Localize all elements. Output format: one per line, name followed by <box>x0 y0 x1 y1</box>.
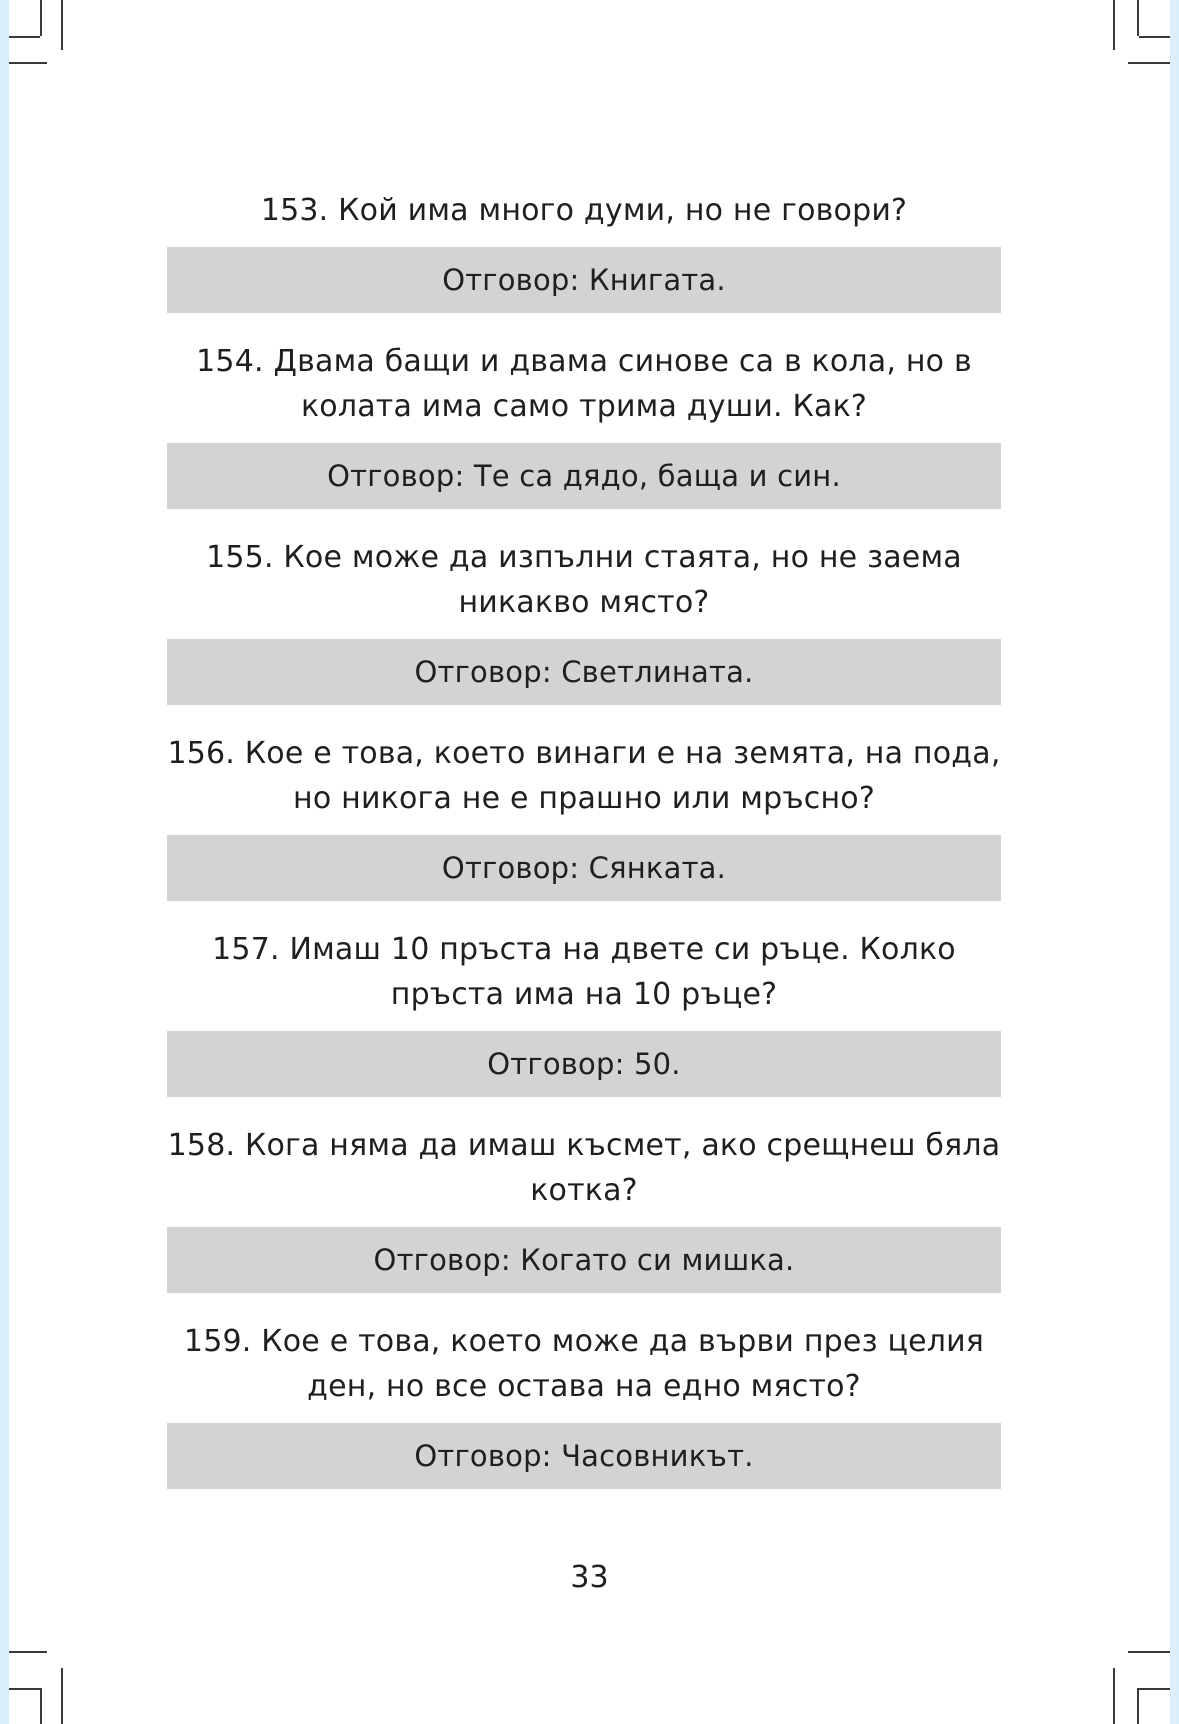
riddle-item <box>167 535 1001 705</box>
riddle-question: 159. Кое е това, което може да върви през целия ден, но все остава на едно място? <box>183 1324 985 1404</box>
crop-mark <box>1128 62 1170 64</box>
crop-mark <box>9 62 47 64</box>
riddle-question: 154. Двама бащи и двама синове са в кола, но в колата има само трима души. Как? <box>196 344 972 424</box>
riddle-answer: Отговор: Когато си мишка. <box>167 1227 1001 1293</box>
crop-mark <box>1137 1688 1139 1724</box>
crop-mark <box>9 1688 40 1690</box>
riddle-item <box>167 927 1001 1097</box>
crop-mark <box>1139 1688 1170 1690</box>
crop-mark <box>40 0 42 36</box>
riddle-answer: Отговор: Сянката. <box>167 835 1001 901</box>
page-number: 33 <box>570 1560 609 1595</box>
crop-mark <box>1113 0 1115 50</box>
riddle-item <box>167 188 1001 313</box>
riddle-question: 155. Кое може да изпълни стаята, но не заема никакво място? <box>206 540 962 620</box>
crop-mark <box>9 36 40 38</box>
riddle-item <box>167 1123 1001 1293</box>
crop-mark <box>1139 36 1170 38</box>
riddle-list <box>167 188 1001 1515</box>
crop-mark <box>1128 1651 1170 1653</box>
riddle-answer: Отговор: 50. <box>167 1031 1001 1097</box>
riddle-answer: Отговор: Книгата. <box>167 247 1001 313</box>
riddle-question: 157. Имаш 10 пръста на двете си ръце. Колко пръста има на 10 ръце? <box>212 932 956 1012</box>
crop-mark <box>40 1688 42 1724</box>
riddle-question: 153. Кой има много думи, но не говори? <box>260 193 908 228</box>
crop-mark <box>61 1668 63 1724</box>
page-edge-left <box>0 0 9 1724</box>
riddle-question: 156. Кое е това, което винаги е на земята, на пода, но никога не е прашно или мръсно? <box>167 736 1001 816</box>
crop-mark <box>1137 0 1139 36</box>
crop-mark <box>1113 1668 1115 1724</box>
page-edge-right <box>1170 0 1179 1724</box>
crop-mark <box>9 1651 47 1653</box>
riddle-item <box>167 339 1001 509</box>
riddle-answer: Отговор: Часовникът. <box>167 1423 1001 1489</box>
riddle-item <box>167 1319 1001 1489</box>
riddle-item <box>167 731 1001 901</box>
riddle-answer: Отговор: Светлината. <box>167 639 1001 705</box>
riddle-answer: Отговор: Те са дядо, баща и син. <box>167 443 1001 509</box>
riddle-question: 158. Кога няма да имаш късмет, ако срещнеш бяла котка? <box>167 1128 1001 1208</box>
crop-mark <box>61 0 63 50</box>
